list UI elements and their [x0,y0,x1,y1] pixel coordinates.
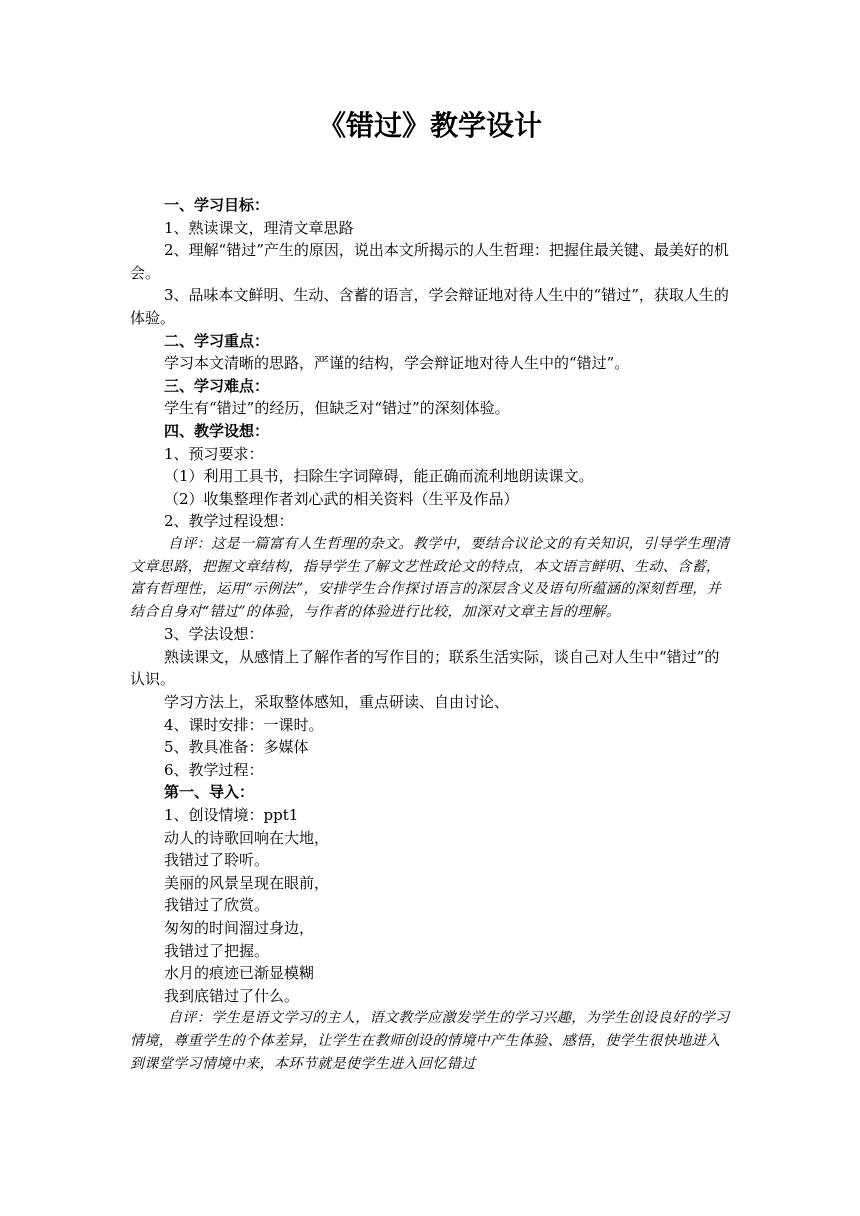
poem-line: 水月的痕迹已渐显模糊 [164,964,315,983]
poem-line: 我错过了把握。 [164,941,270,960]
text-line: 学习方法上，采取整体感知，重点研读、自由讨论、 [164,693,510,712]
text-line: 1、创设情境：ppt1 [164,806,299,825]
section-heading: 四、教学设想： [164,421,270,440]
text-line: 学习本文清晰的思路，严谨的结构，学会辩证地对待人生中的“错过”。 [164,354,630,373]
poem-line: 匆匆的时间溜过身边， [164,919,315,937]
section-heading: 二、学习重点： [164,331,270,350]
self-comment: 自评：这是一篇富有人生哲理的杂文。教学中，要结合议论文的有关知识，引导学生理清文章思路，把握文章结构，指导学生了解文艺性政论文的特点，本文语言鲜明、生动、含蓄，富有哲理性，运用“示例法”，安排学生合作探讨语言的深层含义及语句所蕴涵的深刻哲理，并结合自身对“错过”的体验，与作者的体验进行比较，加深对文章主旨的理解。 [130,535,730,620]
text-line: （1）利用工具书，扫除生字词障碍，能正确而流利地朗读课文。 [164,467,594,486]
text-line: 1、预习要求： [164,444,264,463]
text-line: 3、学法设想： [164,625,264,644]
text-paragraph: 2、理解“错过”产生的原因，说出本文所揭示的人生哲理：把握住最关键、最美好的机会。 [130,241,729,282]
poem-line: 我错过了欣赏。 [164,896,270,915]
text-paragraph: 3、品味本文鲜明、生动、含蓄的语言，学会辩证地对待人生中的“错过”，获取人生的体验。 [130,286,729,327]
text-line: 学生有“错过”的经历，但缺乏对“错过”的深刻体验。 [164,399,510,418]
poem-line: 我错过了聆听。 [164,851,270,870]
text-line: 4、课时安排：一课时。 [164,715,324,734]
section-heading: 第一、导入： [164,783,255,802]
poem-line: 动人的诗歌回响在大地， [164,828,330,847]
poem-line: 我到底错过了什么。 [164,986,300,1005]
document-title: 《错过》教学设计 [317,109,542,142]
self-comment: 自评：学生是语文学习的主人，语文教学应激发学生的学习兴趣，为学生创设良好的学习情境，尊重学生的个体差异，让学生在教师创设的情境中产生体验、感悟，使学生很快地进入到课堂学习情境中来，本环节就是使学生进入回忆错过 [130,1010,730,1072]
text-line: 5、教具准备：多媒体 [164,738,309,757]
text-line: 6、教学过程： [164,760,264,779]
poem-line: 美丽的风景呈现在眼前， [164,873,330,892]
section-heading: 一、学习目标： [164,196,270,214]
text-line: （2）收集整理作者刘心武的相关资料（生平及作品） [164,489,519,508]
section-heading: 三、学习难点： [164,376,270,395]
document-body [130,194,730,1075]
text-line: 1、熟读课文，理清文章思路 [164,218,354,237]
text-line: 2、教学过程设想： [164,512,294,531]
text-paragraph: 熟读课文，从感情上了解作者的写作目的；联系生活实际，谈自己对人生中“错过”的认识。 [130,647,720,689]
